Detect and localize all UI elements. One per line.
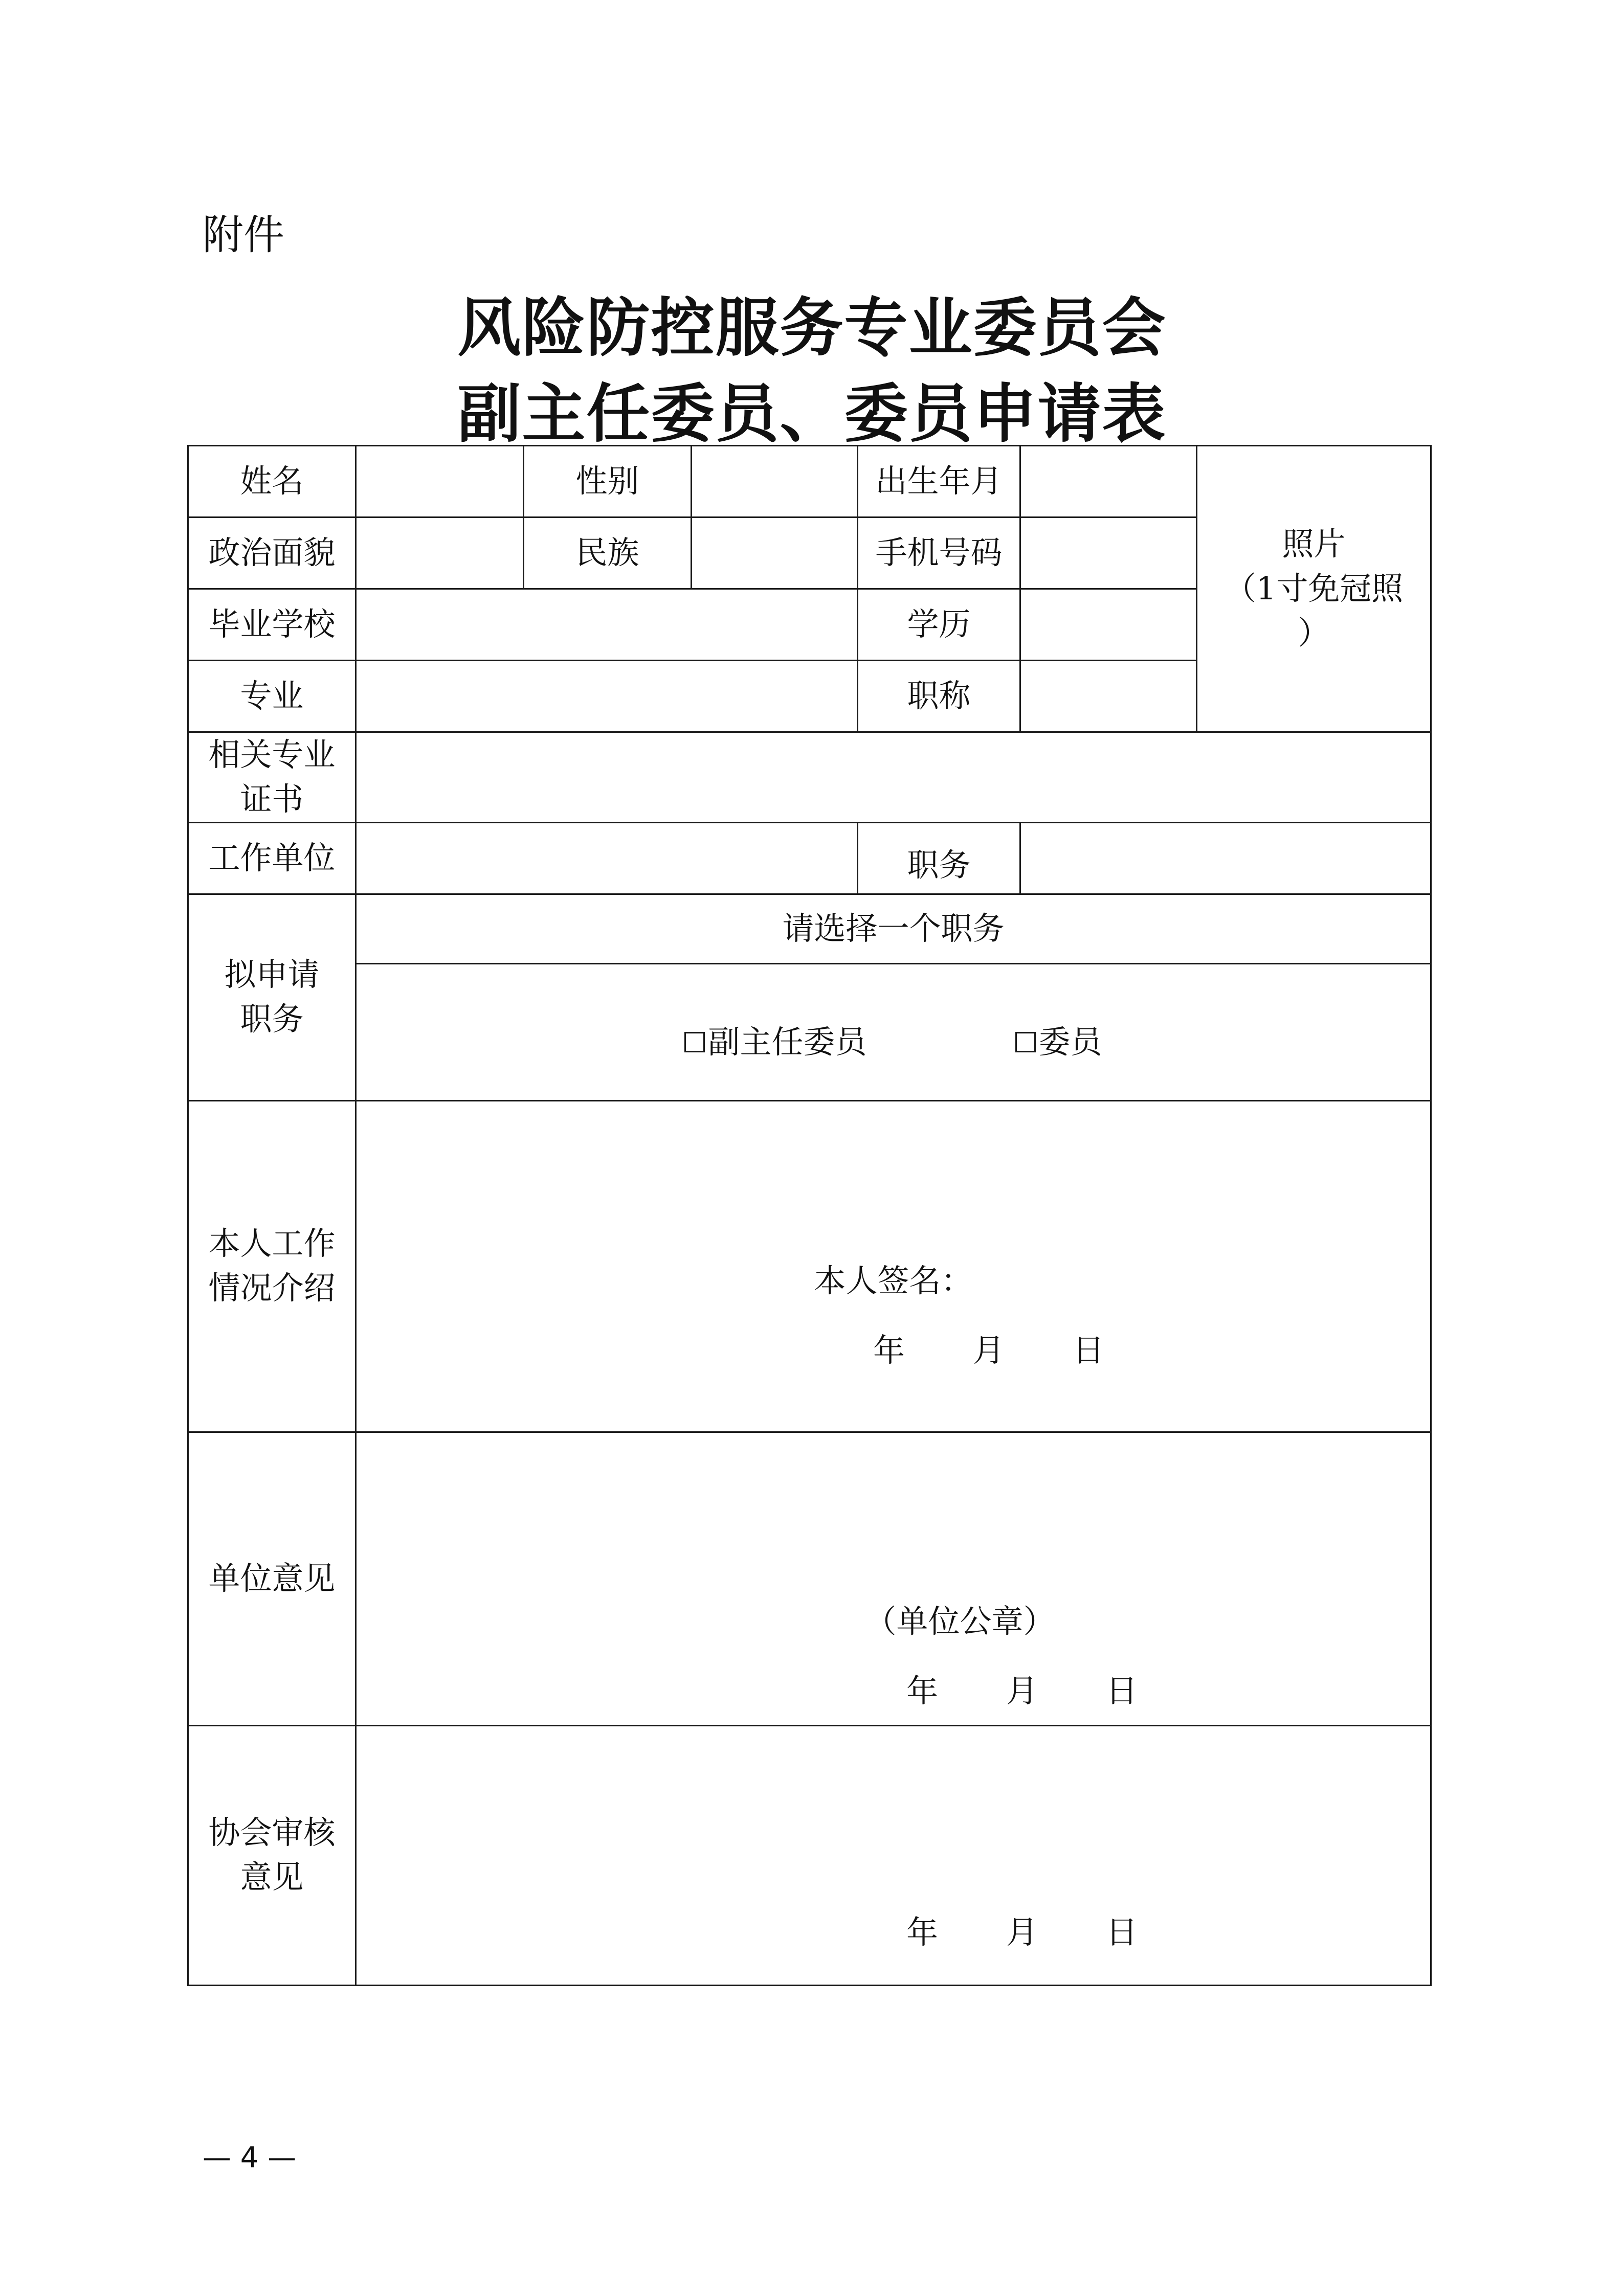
certificate-field[interactable] [356,732,1431,823]
row-work-intro [188,1100,1431,1432]
politics-label: 政治面貌 [188,517,356,589]
school-label: 毕业学校 [188,589,356,661]
apply-position-label [188,894,356,1100]
apply-options-cell [356,963,1431,1100]
work-intro-month: 月 [973,1331,1005,1369]
certificate-label-line-2: 证书 [240,780,304,818]
signature-label: 本人签名： [814,1262,973,1299]
politics-field[interactable] [356,517,524,589]
association-review-label-line-1: 协会审核 [208,1814,336,1852]
phone-field[interactable] [1020,517,1197,589]
member-label: 委员 [1038,1023,1102,1061]
work-intro-label-line-2: 情况介绍 [208,1269,336,1307]
unit-seal-label: （单位公章） [864,1602,1055,1640]
association-review-month: 月 [1006,1913,1038,1951]
association-review-label-line-2: 意见 [240,1858,304,1896]
position-label: 职务 [858,822,1020,894]
education-field[interactable] [1020,589,1197,661]
employer-field[interactable] [356,822,858,894]
work-intro-day: 日 [1073,1331,1105,1369]
major-field[interactable] [356,661,858,732]
page-number: — 4 — [203,2141,297,2174]
form-title-line-1: 风险防控服务专业委员会 [457,291,1167,365]
work-intro-year: 年 [873,1331,905,1369]
option-member[interactable] [1015,1020,1102,1065]
unit-opinion-day: 日 [1106,1672,1138,1709]
work-intro-field[interactable] [356,1100,1431,1432]
association-review-label [188,1725,356,1985]
name-field[interactable] [356,446,524,517]
row-apply-prompt [188,894,1431,963]
ethnicity-field[interactable] [692,517,858,589]
association-review-year: 年 [906,1913,939,1951]
unit-opinion-label: 单位意见 [188,1432,356,1725]
gender-field[interactable] [692,446,858,517]
employer-label: 工作单位 [188,822,356,894]
ethnicity-label: 民族 [524,517,692,589]
apply-position-label-line-1: 拟申请 [224,956,320,994]
major-label: 专业 [188,661,356,732]
vice-chair-checkbox[interactable] [684,1032,705,1052]
photo-label: 照片 [1282,525,1346,563]
row-association-review [188,1725,1431,1985]
education-label: 学历 [858,589,1020,661]
birth-date-label: 出生年月 [858,446,1020,517]
professional-title-field[interactable] [1020,661,1197,732]
professional-title-label: 职称 [858,661,1020,732]
work-intro-label-line-1: 本人工作 [208,1225,336,1263]
photo-size-note: （1寸免冠照 [1224,570,1404,607]
unit-opinion-month: 月 [1006,1672,1038,1709]
row-certificate [188,732,1431,823]
member-checkbox[interactable] [1015,1032,1036,1052]
attachment-label: 附件 [203,211,284,259]
association-review-day: 日 [1106,1913,1138,1951]
row-employer [188,822,1431,894]
school-field[interactable] [356,589,858,661]
row-apply-options [188,963,1431,1100]
form-title-line-2: 副主任委员、委员申请表 [457,377,1167,451]
row-unit-opinion [188,1432,1431,1725]
association-review-field[interactable] [356,1725,1431,1985]
application-form-table [187,445,1432,1986]
work-intro-label [188,1100,356,1432]
apply-position-label-line-2: 职务 [240,1000,304,1038]
row-name [188,446,1431,517]
position-field[interactable] [1020,822,1431,894]
photo-size-note-close: ） [1298,614,1330,651]
gender-label: 性别 [524,446,692,517]
phone-label: 手机号码 [858,517,1020,589]
apply-prompt: 请选择一个职务 [356,894,1431,963]
certificate-label-line-1: 相关专业 [208,736,336,773]
certificate-label [188,732,356,823]
apply-options [357,1000,1430,1065]
name-label: 姓名 [188,446,356,517]
birth-date-field[interactable] [1020,446,1197,517]
unit-opinion-field[interactable] [356,1432,1431,1725]
photo-placeholder[interactable] [1197,446,1431,732]
vice-chair-label: 副主任委员 [708,1023,867,1061]
unit-opinion-year: 年 [906,1672,939,1709]
option-vice-chair[interactable] [684,1020,866,1065]
